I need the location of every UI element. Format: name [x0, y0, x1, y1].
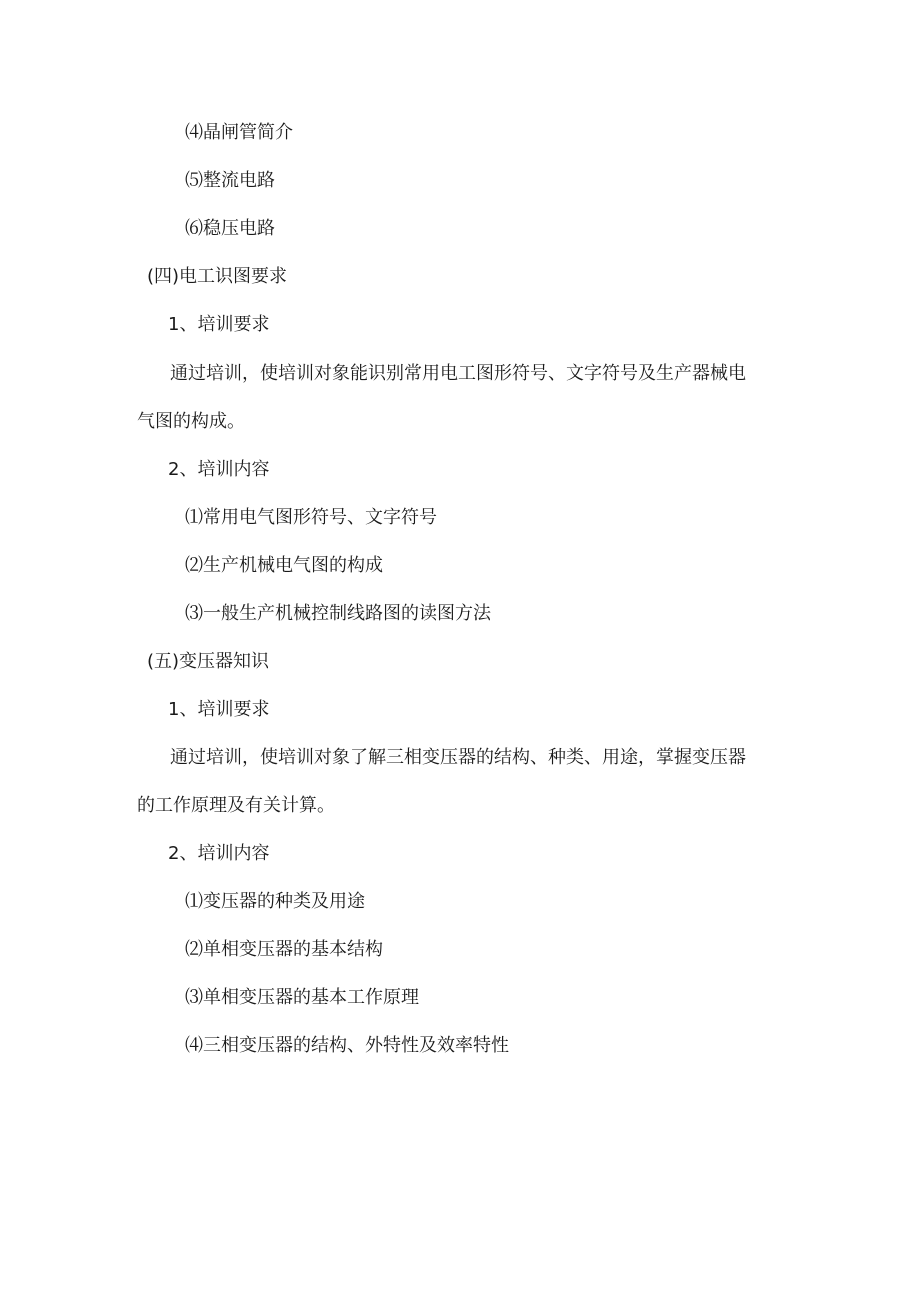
list-item: ⑴变压器的种类及用途: [185, 891, 365, 912]
paragraph-line: 通过培训，使培训对象了解三相变压器的结构、种类、用途，掌握变压器: [170, 747, 746, 768]
list-item: ⑵单相变压器的基本结构: [185, 939, 383, 960]
subheading-requirements: 1、培训要求: [168, 699, 270, 720]
list-item: ⑷晶闸管简介: [185, 122, 293, 143]
paragraph-line: 通过培训，使培训对象能识别常用电工图形符号、文字符号及生产器械电: [170, 363, 746, 384]
subheading-content: 2、培训内容: [168, 459, 270, 480]
subheading-content: 2、培训内容: [168, 843, 270, 864]
list-item: ⑶单相变压器的基本工作原理: [185, 987, 419, 1008]
list-item: ⑵生产机械电气图的构成: [185, 555, 383, 576]
section-heading-5: (五)变压器知识: [147, 651, 270, 672]
list-item: ⑸整流电路: [185, 170, 275, 191]
list-item: ⑷三相变压器的结构、外特性及效率特性: [185, 1035, 509, 1056]
list-item: ⑴常用电气图形符号、文字符号: [185, 507, 437, 528]
paragraph-line: 的工作原理及有关计算。: [137, 795, 335, 816]
section-heading-4: (四)电工识图要求: [147, 266, 288, 287]
subheading-requirements: 1、培训要求: [168, 314, 270, 335]
paragraph-line: 气图的构成。: [137, 411, 245, 432]
list-item: ⑹稳压电路: [185, 218, 275, 239]
list-item: ⑶一般生产机械控制线路图的读图方法: [185, 603, 491, 624]
